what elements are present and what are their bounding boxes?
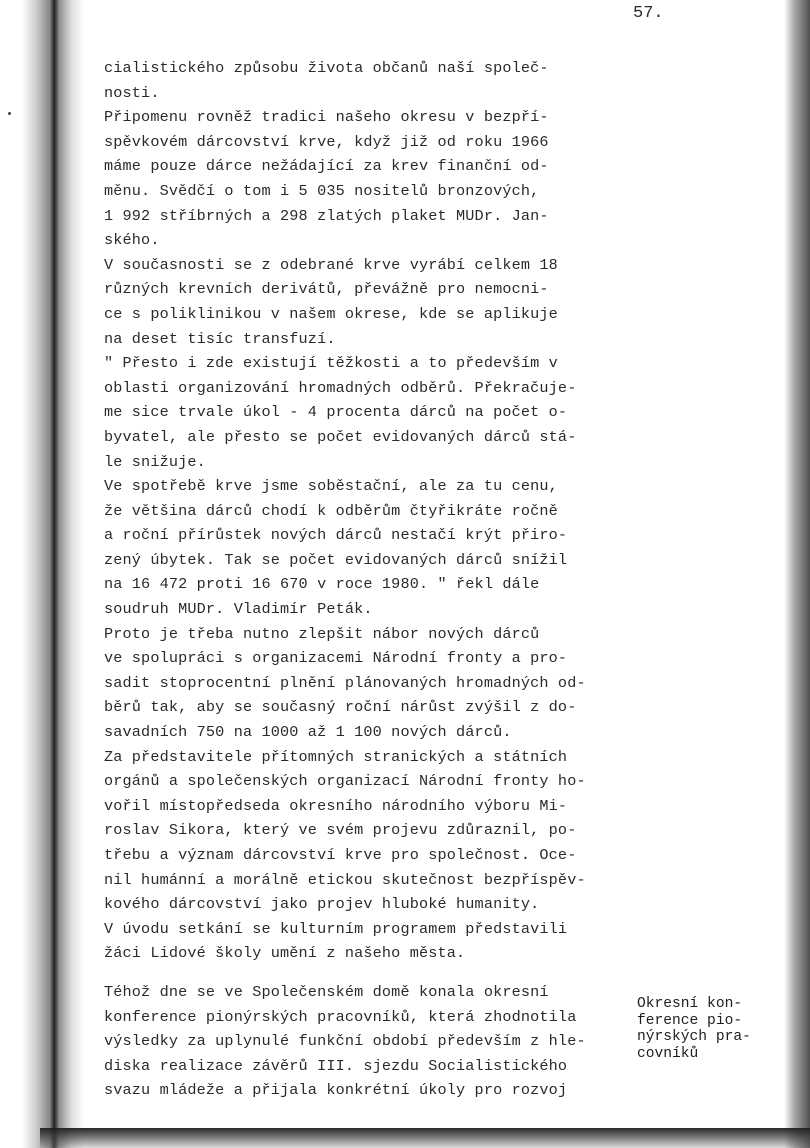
text-line: svazu mládeže a přijala konkrétní úkoly pro rozvoj: [104, 1081, 568, 1100]
text-line: a roční přírůstek nových dárců nestačí krýt přiro-: [104, 526, 568, 545]
text-line: Téhož dne se ve Společenském domě konala okresní: [104, 982, 549, 1001]
text-line: výsledky za uplynulé funkční období především z hle-: [104, 1032, 586, 1051]
text-line: na deset tisíc transfuzí.: [104, 329, 336, 348]
text-line: běrů tak, aby se současný roční nárůst zvýšil z do-: [104, 698, 577, 717]
text-line: diska realizace závěrů III. sjezdu Socialistického: [104, 1056, 568, 1075]
text-line: ve spolupráci s organizacemi Národní fronty a pro-: [104, 649, 568, 668]
text-line: kového dárcovství jako projev hluboké humanity.: [104, 895, 540, 914]
text-line: soudruh MUDr. Vladimír Peták.: [104, 600, 373, 619]
typewritten-body-text: [104, 56, 644, 1103]
text-line: Ve spotřebě krve jsme soběstační, ale za tu cenu,: [104, 477, 558, 496]
text-line: vořil místopředseda okresního národního výboru Mi-: [104, 796, 568, 815]
text-line: byvatel, ale přesto se počet evidovaných dárců stá-: [104, 427, 577, 446]
text-line: me sice trvale úkol - 4 procenta dárců na počet o-: [104, 403, 568, 422]
paragraph: [104, 105, 644, 253]
text-line: savadních 750 na 1000 až 1 100 nových dárců.: [104, 723, 512, 742]
text-line: konference pionýrských pracovníků, která zhodnotila: [104, 1007, 577, 1026]
paragraph: [104, 622, 644, 745]
text-line: le snižuje.: [104, 452, 206, 471]
text-line: třebu a význam dárcovství krve pro společnost. Oce-: [104, 846, 577, 864]
paragraph: [104, 56, 644, 105]
binding-shadow: [22, 0, 84, 1148]
text-line: V současnosti se z odebrané krve vyrábí celkem 18: [104, 255, 558, 274]
text-line: ce s poliklinikou v našem okrese, kde se aplikuje: [104, 304, 558, 323]
paragraph: [104, 253, 644, 351]
margin-note-line: covníků: [637, 1045, 699, 1062]
text-line: měnu. Svědčí o tom i 5 035 nositelů bronzových,: [104, 181, 540, 200]
text-line: Za představitele přítomných stranických a státních: [104, 747, 568, 766]
text-line: oblasti organizování hromadných odběrů. Překračuje-: [104, 378, 577, 397]
text-line: ského.: [104, 231, 160, 250]
margin-note-line: ference pio-: [637, 1012, 743, 1029]
text-line: různých krevních derivátů, převážně pro nemocni-: [104, 280, 549, 299]
margin-note-line: Okresní kon-: [637, 996, 743, 1012]
text-line: žáci Lidové školy umění z našeho města.: [104, 944, 466, 963]
text-line: Proto je třeba nutno zlepšit nábor nových dárců: [104, 624, 540, 643]
text-line: roslav Sikora, který ve svém projevu zdůraznil, po-: [104, 821, 577, 840]
text-line: sadit stoprocentní plnění plánovaných hromadných od-: [104, 673, 586, 692]
text-line: " Přesto i zde existují těžkosti a to především v: [104, 354, 558, 373]
paragraph-gap: [104, 966, 644, 980]
text-line: nil humánní a morálně etickou skutečnost bezpříspěv-: [104, 870, 586, 889]
paragraph: [104, 351, 644, 474]
text-line: orgánů a společenských organizací Národní fronty ho-: [104, 772, 586, 791]
page-bottom-edge-shadow: [40, 1128, 810, 1148]
margin-note: [637, 996, 797, 1062]
text-line: 1 992 stříbrných a 298 zlatých plaket MUDr. Jan-: [104, 206, 549, 225]
paragraph: [104, 474, 644, 622]
text-line: nosti.: [104, 83, 160, 102]
paragraph: [104, 980, 644, 1103]
text-line: Připomenu rovněž tradici našeho okresu v bezpří-: [104, 108, 549, 127]
text-line: že většina dárců chodí k odběrům čtyřikráte ročně: [104, 501, 558, 520]
text-line: cialistického způsobu života občanů naší společ-: [104, 59, 549, 77]
margin-note-line: nýrských pra-: [637, 1029, 751, 1045]
page-number: 57.: [633, 4, 664, 23]
text-line: zený úbytek. Tak se počet evidovaných dárců snížil: [104, 550, 568, 569]
text-line: máme pouze dárce nežádající za krev finanční od-: [104, 157, 549, 176]
text-line: spěvkovém dárcovství krve, když již od roku 1966: [104, 132, 549, 151]
text-line: V úvodu setkání se kulturním programem představili: [104, 919, 568, 938]
page-right-edge-shadow: [784, 0, 810, 1148]
scan-speck: [8, 112, 11, 115]
text-line: na 16 472 proti 16 670 v roce 1980. " řekl dále: [104, 575, 540, 594]
paragraph: [104, 745, 644, 966]
